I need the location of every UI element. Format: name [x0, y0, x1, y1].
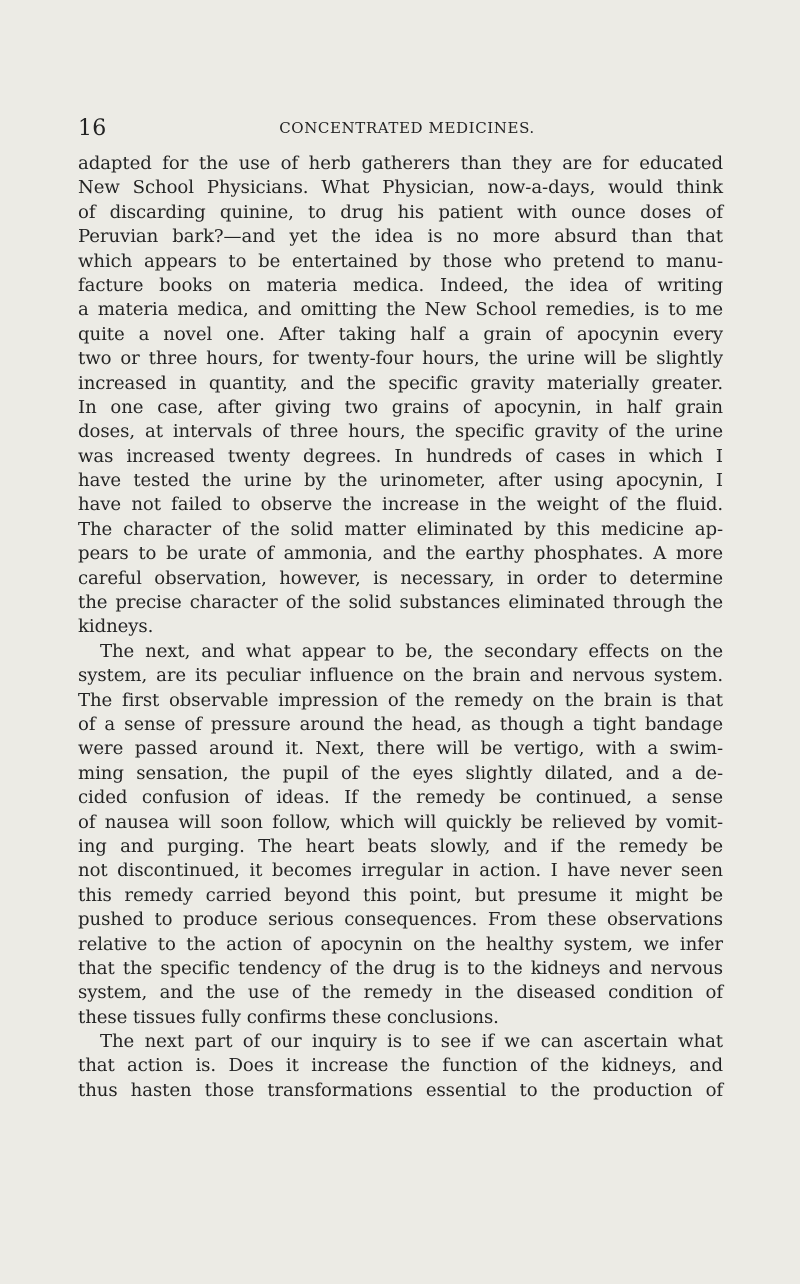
text-line: The character of the solid matter eliminated by this medicine ap-	[78, 518, 723, 540]
text-line: was increased twenty degrees. In hundreds of cases in which I	[78, 445, 723, 467]
text-line: The first observable impression of the remedy on the brain is that	[78, 689, 723, 711]
text-line: that the specific tendency of the drug is to the kidneys and nervous	[78, 957, 723, 979]
text-line: system, are its peculiar influence on the brain and nervous system.	[78, 665, 723, 687]
text-line: of nausea will soon follow, which will quickly be relieved by vomit-	[78, 811, 723, 833]
text-line: pushed to produce serious consequences. From these observations	[78, 909, 723, 931]
text-line: relative to the action of apocynin on the healthy system, we infer	[78, 933, 723, 955]
running-header: CONCENTRATED MEDICINES.	[279, 119, 535, 137]
text-line: quite a novel one. After taking half a grain of apocynin every	[78, 323, 723, 345]
text-line: were passed around it. Next, there will be vertigo, with a swim-	[78, 738, 723, 760]
text-line: system, and the use of the remedy in the diseased condition of	[78, 982, 723, 1004]
page-number: 16	[78, 116, 107, 141]
body-text	[78, 152, 723, 1103]
text-line: adapted for the use of herb gatherers than they are for educated	[78, 153, 723, 174]
text-line: Peruvian bark?—and yet the idea is no more absurd than that	[78, 226, 723, 248]
text-line: ing and purging. The heart beats slowly, and if the remedy be	[78, 835, 723, 857]
text-line: The next, and what appear to be, the secondary effects on the	[100, 640, 723, 662]
text-line: careful observation, however, is necessary, in order to determine	[78, 567, 723, 589]
text-line: increased in quantity, and the specific gravity materially greater.	[78, 372, 723, 394]
text-line: these tissues fully confirms these conclusions.	[78, 1006, 499, 1028]
text-line: thus hasten those transformations essential to the production of	[78, 1079, 723, 1101]
text-line: cided confusion of ideas. If the remedy be continued, a sense	[78, 787, 723, 809]
text-line: kidneys.	[78, 616, 154, 638]
text-line: of discarding quinine, to drug his patient with ounce doses of	[78, 201, 723, 223]
text-line: doses, at intervals of three hours, the specific gravity of the urine	[78, 421, 723, 443]
text-line: that action is. Does it increase the function of the kidneys, and	[78, 1055, 723, 1077]
text-line: have tested the urine by the urinometer, after using apocynin, I	[78, 470, 723, 492]
text-line: have not failed to observe the increase in the weight of the fluid.	[78, 494, 723, 516]
text-line: the precise character of the solid substances eliminated through the	[78, 592, 723, 614]
text-line: this remedy carried beyond this point, but presume it might be	[78, 884, 723, 906]
text-line: not discontinued, it becomes irregular in action. I have never seen	[78, 860, 723, 882]
text-line: which appears to be entertained by those who pretend to manu-	[78, 250, 723, 272]
text-line: In one case, after giving two grains of apocynin, in half grain	[78, 396, 723, 418]
text-line: pears to be urate of ammonia, and the earthy phosphates. A more	[78, 543, 723, 565]
text-line: New School Physicians. What Physician, now-a-days, would think	[78, 177, 723, 199]
text-line: two or three hours, for twenty-four hours, the urine will be slightly	[78, 348, 723, 370]
text-line: The next part of our inquiry is to see if we can ascertain what	[100, 1031, 723, 1053]
text-line: of a sense of pressure around the head, as though a tight bandage	[78, 713, 723, 735]
text-line: a materia medica, and omitting the New School remedies, is to me	[78, 299, 723, 321]
text-line: facture books on materia medica. Indeed, the idea of writing	[78, 274, 723, 296]
text-line: ming sensation, the pupil of the eyes slightly dilated, and a de-	[78, 762, 723, 784]
